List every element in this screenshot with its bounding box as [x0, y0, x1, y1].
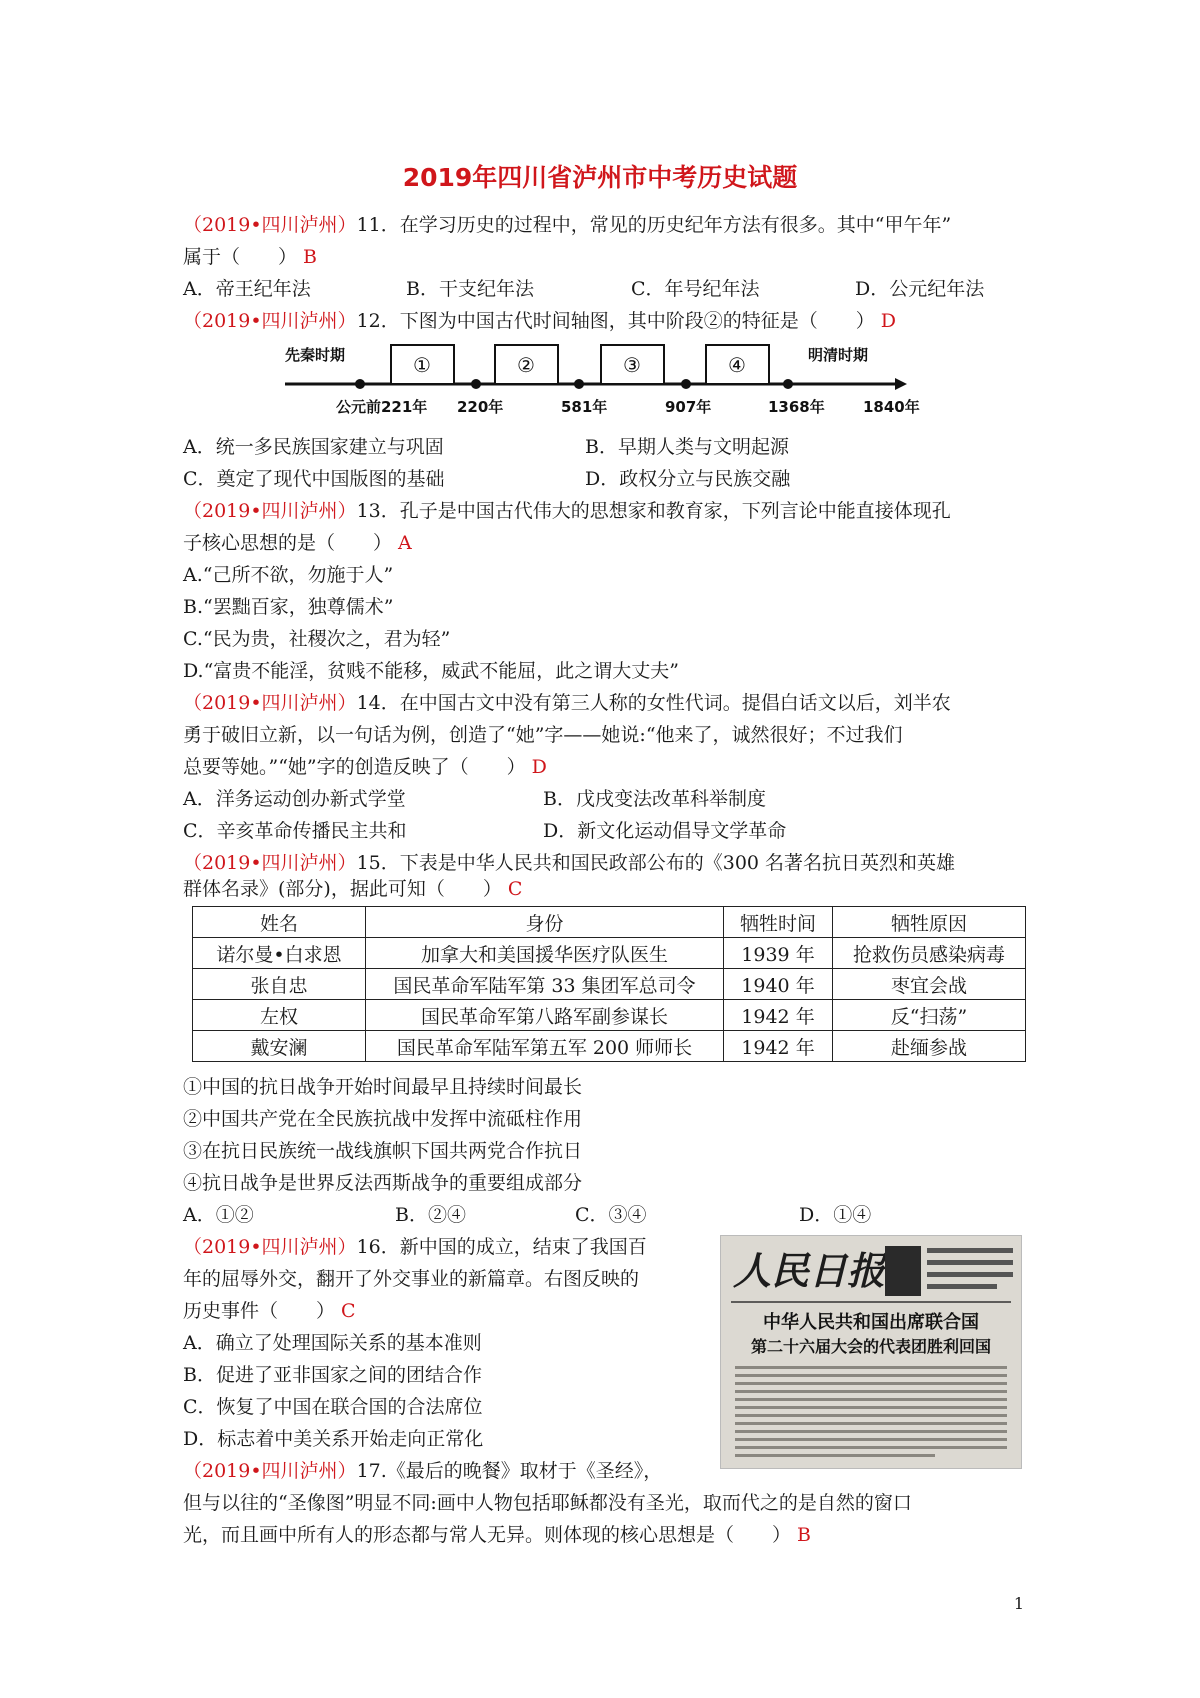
timeline-point-label: 1840年: [863, 398, 920, 416]
table-cell: 国民革命军陆军第五军 200 师师长: [366, 1031, 724, 1062]
timeline-arrow: [895, 378, 907, 390]
q11-option-c: C．年号纪年法: [631, 278, 760, 300]
timeline-point-label: 907年: [665, 398, 712, 416]
table-header-cell: 身份: [366, 907, 724, 938]
q16-stem-line1: （2019•四川泸州）16．新中国的成立，结束了我国百: [183, 1236, 647, 1258]
q12-option-b: B．早期人类与文明起源: [585, 436, 789, 458]
table-header-cell: 牺牲时间: [724, 907, 833, 938]
table-cell: 1942 年: [724, 1000, 833, 1031]
table-cell: 国民革命军陆军第 33 集团军总司令: [366, 969, 724, 1000]
table-header-cell: 牺牲原因: [833, 907, 1026, 938]
table-cell: 枣宜会战: [833, 969, 1026, 1000]
q12-stem: 12．下图为中国古代时间轴图，其中阶段②的特征是（ ）: [356, 310, 875, 332]
q13-option-d: D.“富贵不能淫，贫贱不能移，威武不能屈，此之谓大丈夫”: [183, 660, 680, 682]
table-cell: 1940 年: [724, 969, 833, 1000]
q11-option-a: A．帝王纪年法: [183, 278, 311, 300]
table-cell: 抢救伤员感染病毒: [833, 938, 1026, 969]
q11-option-b: B．干支纪年法: [406, 278, 534, 300]
timeline-point: [355, 379, 365, 389]
q17-stem: 17.《最后的晚餐》取材于《圣经》，: [356, 1460, 663, 1482]
q15-statement-3: ③在抗日民族统一战线旗帜下国共两党合作抗日: [183, 1140, 583, 1162]
stage-label-3: ③: [623, 353, 641, 377]
q11-stem: 11．在学习历史的过程中，常见的历史纪年方法有很多。其中“甲午年”: [356, 214, 952, 236]
q16-option-a: A．确立了处理国际关系的基本准则: [183, 1332, 482, 1354]
table-cell: 反“扫荡”: [833, 1000, 1026, 1031]
q14-option-a: A．洋务运动创办新式学堂: [183, 788, 406, 810]
masthead-seal: [885, 1246, 921, 1296]
q15-stem: 15．下表是中华人民共和国民政部公布的《300 名著名抗日英烈和英雄: [356, 852, 956, 874]
timeline-point-label: 1368年: [768, 398, 825, 416]
timeline-point: [681, 379, 691, 389]
table-cell: 张自忠: [193, 969, 366, 1000]
table-cell: 1939 年: [724, 938, 833, 969]
q17-answer: B: [797, 1524, 811, 1546]
table-row: [193, 1031, 1026, 1062]
q11-stem-line2: 属于（ ） B: [183, 246, 317, 268]
q16-option-c: C．恢复了中国在联合国的合法席位: [183, 1396, 483, 1418]
q16-option-d: D．标志着中美关系开始走向正常化: [183, 1428, 484, 1450]
timeline-point-label: 220年: [457, 398, 504, 416]
q11-option-d: D．公元纪年法: [855, 278, 985, 300]
q16-stem-line3: 历史事件（ ） C: [183, 1300, 356, 1322]
q14-option-b: B．戊戌变法改革科举制度: [543, 788, 766, 810]
q16-option-b: B．促进了亚非国家之间的团结合作: [183, 1364, 482, 1386]
q16-stem: 16．新中国的成立，结束了我国百: [356, 1236, 647, 1258]
newspaper-image: [720, 1235, 1022, 1469]
q14-answer: D: [531, 756, 547, 778]
q12-option-c: C．奠定了现代中国版图的基础: [183, 468, 445, 490]
timeline-point-label: 公元前221年: [336, 398, 428, 416]
table-cell: 国民革命军第八路军副参谋长: [366, 1000, 724, 1031]
q13-stem-line2: 子核心思想的是（ ） A: [183, 532, 412, 554]
table-row: [193, 938, 1026, 969]
q14-stem-line3: 总要等她。”“她”字的创造反映了（ ） D: [183, 756, 547, 778]
table-cell: 戴安澜: [193, 1031, 366, 1062]
q15-option-a: A．①②: [183, 1204, 254, 1226]
q17-stem-line2: 但与以往的“圣像图”明显不同:画中人物包括耶稣都没有圣光，取而代之的是自然的窗口: [183, 1492, 912, 1514]
q12-stem-line: （2019•四川泸州）12．下图为中国古代时间轴图，其中阶段②的特征是（ ） D: [183, 310, 896, 332]
page-number: 1: [1013, 1594, 1024, 1613]
table-row: [193, 1000, 1026, 1031]
q14-stem: 14．在中国古文中没有第三人称的女性代词。提倡白话文以后，刘半农: [356, 692, 951, 714]
timeline-figure: [283, 340, 923, 422]
q15-stem-line2: 群体名录》(部分)，据此可知（ ） C: [183, 878, 523, 900]
q15-statement-4: ④抗日战争是世界反法西斯战争的重要组成部分: [183, 1172, 583, 1194]
q14-stem-line2: 勇于破旧立新，以一句话为例，创造了“她”字——她说:“他来了，诚然很好；不过我们: [183, 724, 903, 746]
timeline-point-label: 581年: [561, 398, 608, 416]
q14-option-c: C．辛亥革命传播民主共和: [183, 820, 407, 842]
q13-stem-line1: （2019•四川泸州）13．孔子是中国古代伟大的思想家和教育家，下列言论中能直接体现孔: [183, 500, 951, 522]
table-header-cell: 姓名: [193, 907, 366, 938]
heroes-table: [192, 906, 1026, 1062]
q15-statement-2: ②中国共产党在全民族抗战中发挥中流砥柱作用: [183, 1108, 583, 1130]
q14-stem-line1: （2019•四川泸州）14．在中国古文中没有第三人称的女性代词。提倡白话文以后，刘半农: [183, 692, 951, 714]
newspaper-headline-2: 第二十六届大会的代表团胜利回国: [750, 1337, 992, 1356]
q17-stem-line3: 光，而且画中所有人的形态都与常人无异。则体现的核心思想是（ ） B: [183, 1524, 811, 1546]
q15-answer: C: [507, 878, 523, 900]
timeline-point: [471, 379, 481, 389]
timeline-point: [783, 379, 793, 389]
timeline-point: [574, 379, 584, 389]
q11-stem-line1: [183, 212, 951, 238]
stage-label-2: ②: [517, 353, 535, 377]
q13-option-b: B.“罢黜百家，独尊儒术”: [183, 596, 394, 618]
page-title: 2019年四川省泸州市中考历史试题: [402, 163, 798, 192]
q12-answer: D: [880, 310, 896, 332]
q15-option-d: D．①④: [799, 1204, 872, 1226]
q13-option-a: A.“己所不欲，勿施于人”: [183, 564, 394, 586]
q16-answer: C: [341, 1300, 356, 1322]
stage-label-4: ④: [728, 353, 746, 377]
q11-answer: B: [303, 246, 317, 268]
newspaper-headline-1: 中华人民共和国出席联合国: [763, 1312, 979, 1333]
table-header-row: [193, 907, 1026, 938]
q15-stem-line1: （2019•四川泸州）15．下表是中华人民共和国民政部公布的《300 名著名抗日英烈和英雄: [183, 852, 956, 874]
stage-label-1: ①: [413, 353, 431, 377]
q13-stem: 13．孔子是中国古代伟大的思想家和教育家，下列言论中能直接体现孔: [356, 500, 951, 522]
newspaper-masthead: 人民日报: [733, 1248, 886, 1293]
q13-answer: A: [398, 532, 412, 554]
q12-option-d: D．政权分立与民族交融: [585, 468, 791, 490]
q13-option-c: C.“民为贵，社稷次之，君为轻”: [183, 628, 451, 650]
q15-option-b: B．②④: [395, 1204, 466, 1226]
timeline-left-label: 先秦时期: [285, 346, 346, 364]
table-cell: 1942 年: [724, 1031, 833, 1062]
timeline-right-label: 明清时期: [808, 346, 869, 364]
source-tag: （2019•四川泸州）: [183, 214, 357, 236]
table-cell: 诺尔曼•白求恩: [193, 938, 366, 969]
q12-option-a: A．统一多民族国家建立与巩固: [183, 436, 444, 458]
q15-option-c: C．③④: [575, 1204, 647, 1226]
table-row: [193, 969, 1026, 1000]
quote-lines: [927, 1248, 1013, 1253]
table-cell: 左权: [193, 1000, 366, 1031]
q14-option-d: D．新文化运动倡导文学革命: [543, 820, 787, 842]
q16-stem-line2: 年的屈辱外交，翻开了外交事业的新篇章。右图反映的: [183, 1268, 640, 1290]
q17-stem-line1: （2019•四川泸州）17.《最后的晚餐》取材于《圣经》，: [183, 1460, 663, 1482]
q15-statement-1: ①中国的抗日战争开始时间最早且持续时间最长: [183, 1076, 583, 1098]
table-cell: 加拿大和美国援华医疗队医生: [366, 938, 724, 969]
table-cell: 赴缅参战: [833, 1031, 1026, 1062]
